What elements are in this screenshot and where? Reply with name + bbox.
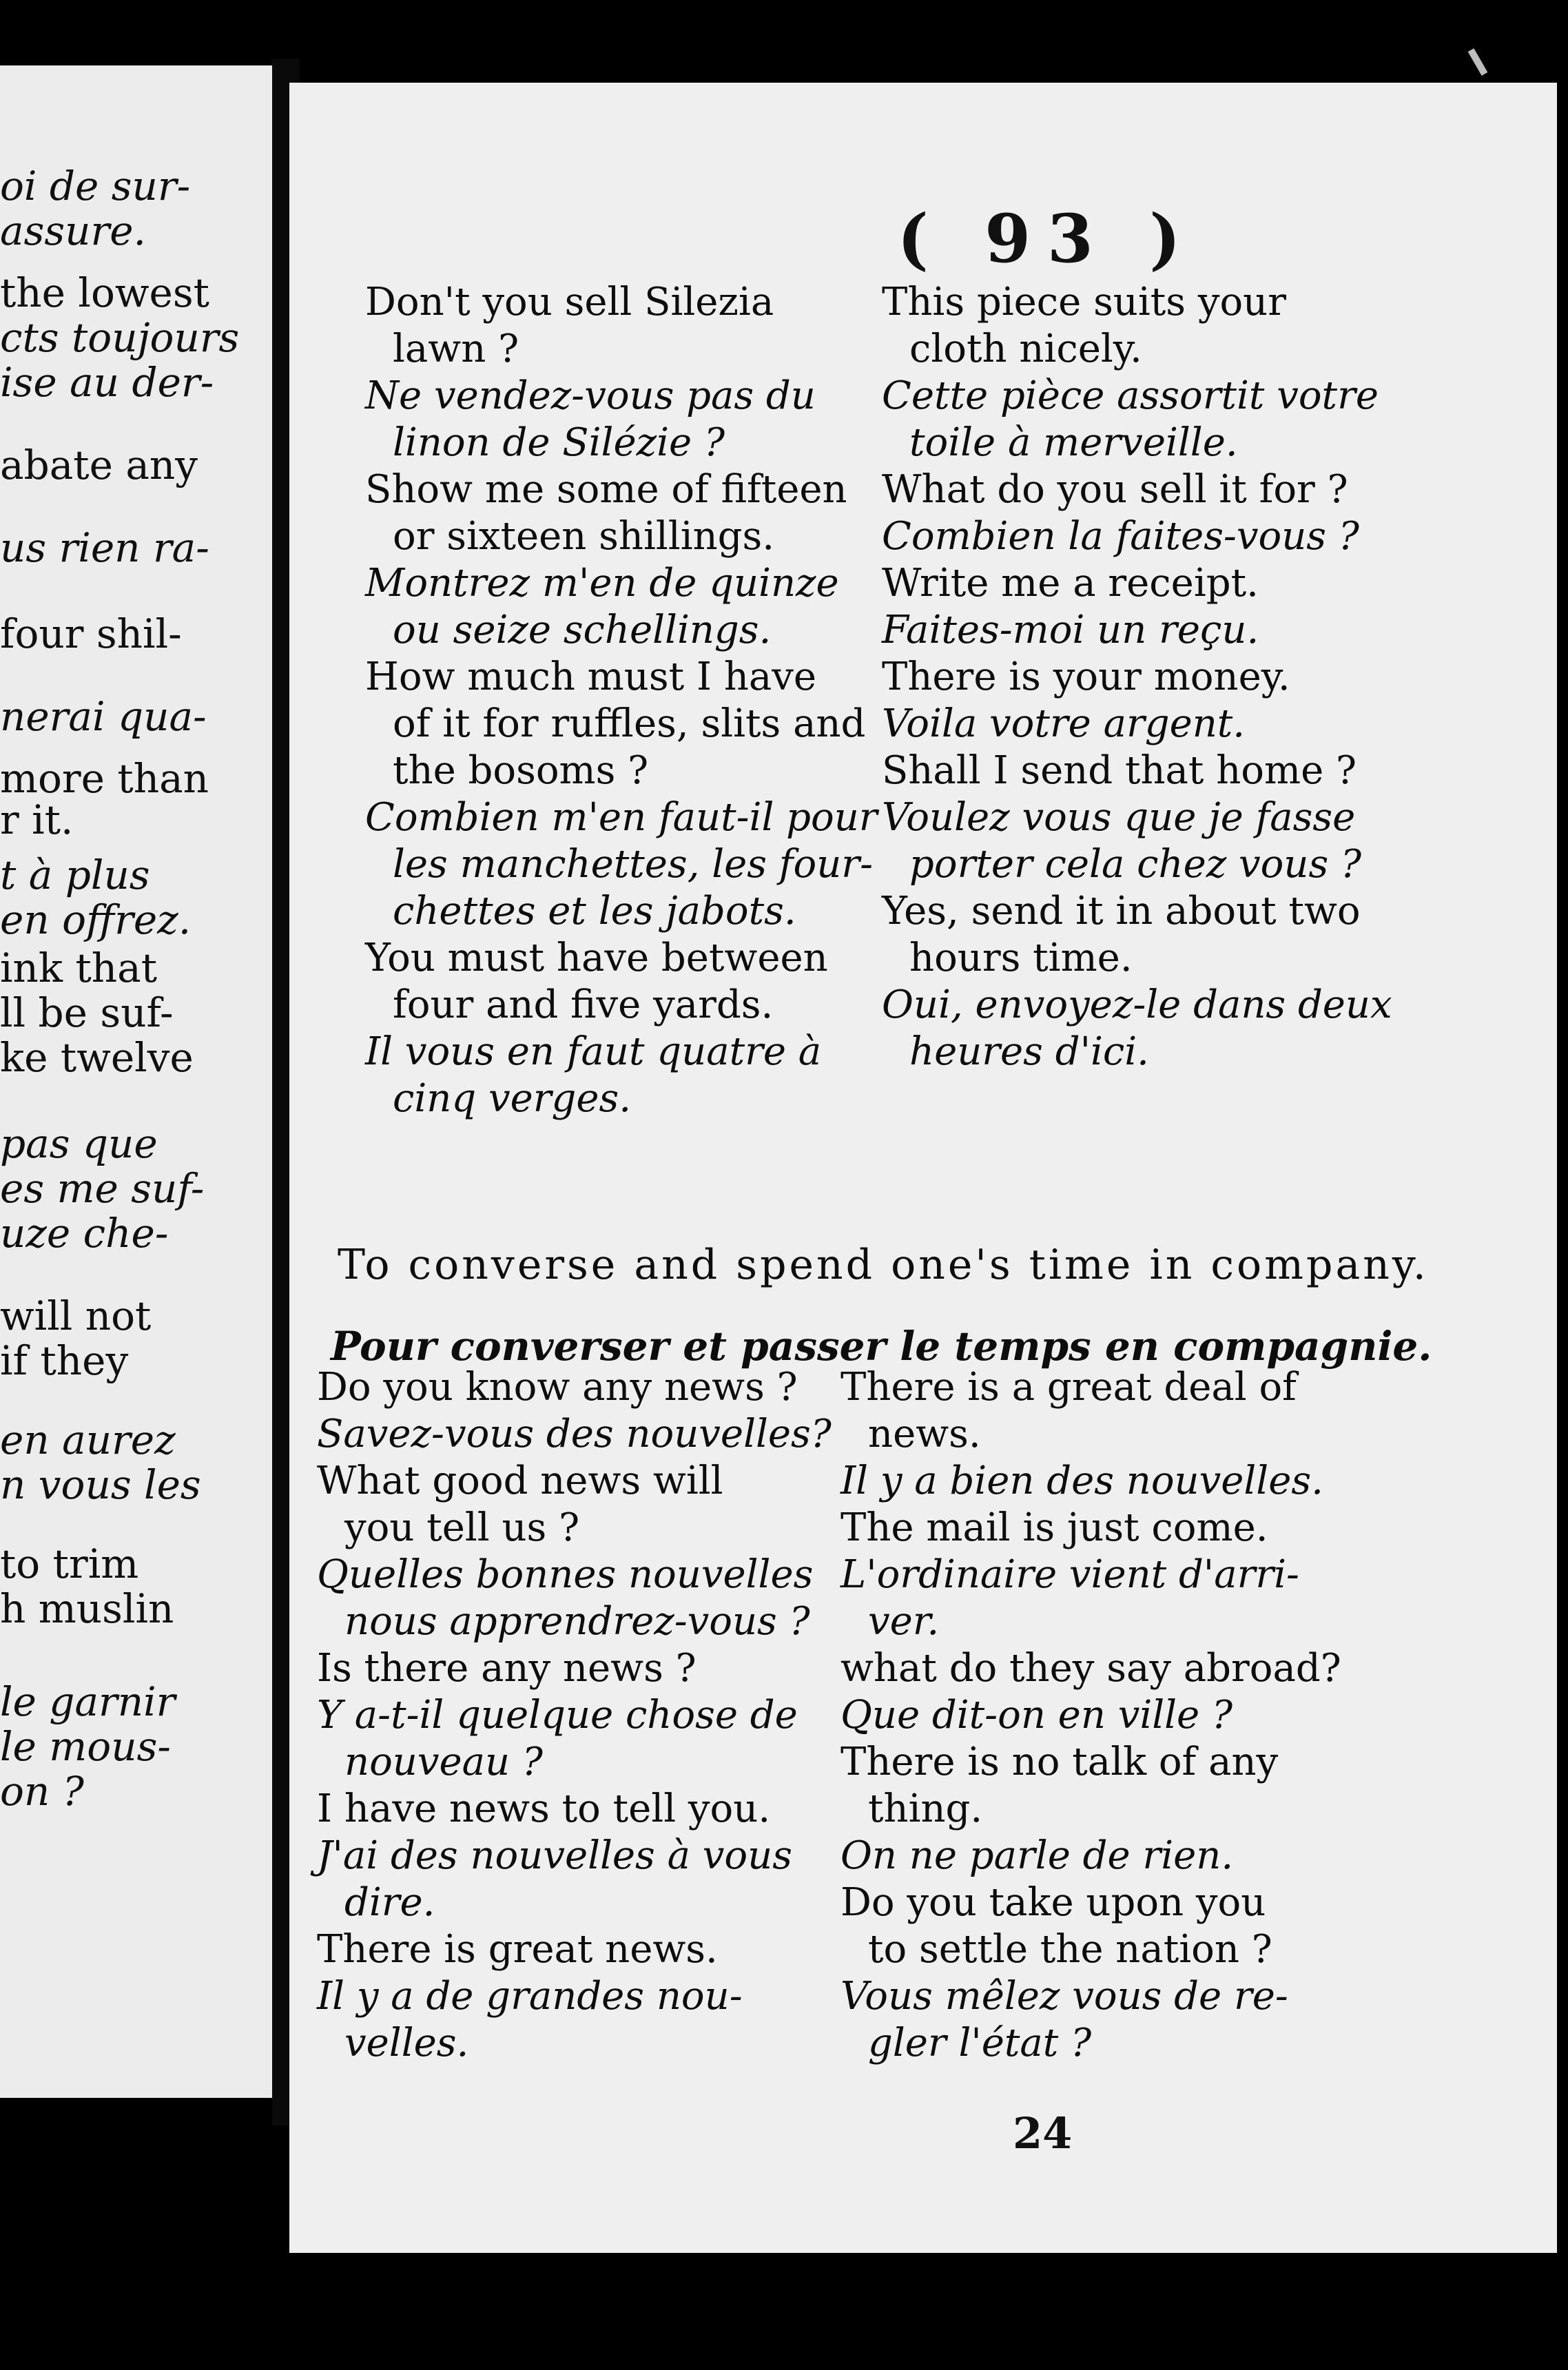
french-phrase-line: Quelles bonnes nouvelles: [317, 1552, 814, 1597]
english-phrase-line: of it for ruffles, slits and: [393, 701, 866, 746]
english-phrase-line: You must have between: [365, 936, 828, 980]
facing-page-line: us rien ra-: [0, 524, 209, 571]
english-phrase-line: There is a great deal of: [840, 1365, 1297, 1410]
section-heading-french: Pour converser et passer le temps en compagnie.: [331, 1323, 1432, 1370]
facing-page-line: assure.: [0, 207, 146, 254]
facing-page-line: the lowest: [0, 269, 209, 316]
french-phrase-line: Il vous en faut quatre à: [365, 1029, 822, 1074]
english-phrase-line: Shall I send that home ?: [882, 748, 1357, 793]
facing-page-line: on ?: [0, 1768, 84, 1815]
facing-page-line: en aurez: [0, 1416, 176, 1463]
english-phrase-line: There is your money.: [882, 655, 1290, 699]
facing-page-line: ll be suf-: [0, 989, 174, 1036]
facing-page-line: four shil-: [0, 610, 182, 657]
french-phrase-line: Oui, envoyez-le dans deux: [882, 982, 1392, 1027]
french-phrase-line: L'ordinaire vient d'arri-: [840, 1552, 1299, 1597]
french-phrase-line: On ne parle de rien.: [840, 1833, 1234, 1878]
french-phrase-line: heures d'ici.: [909, 1029, 1149, 1074]
english-phrase-line: Do you know any news ?: [317, 1365, 798, 1410]
french-phrase-line: nouveau ?: [344, 1740, 543, 1784]
english-phrase-line: to settle the nation ?: [868, 1927, 1272, 1972]
english-phrase-line: Is there any news ?: [317, 1646, 697, 1691]
signature-mark: 24: [1013, 2108, 1073, 2158]
english-phrase-line: lawn ?: [393, 327, 519, 371]
english-phrase-line: or sixteen shillings.: [393, 514, 775, 559]
french-phrase-line: Faites-moi un reçu.: [882, 608, 1259, 652]
facing-page-line: cts toujours: [0, 314, 240, 361]
facing-page-line: will not: [0, 1292, 152, 1339]
english-phrase-line: four and five yards.: [393, 982, 774, 1027]
facing-page-fragment: [0, 65, 272, 2098]
english-phrase-line: hours time.: [909, 936, 1133, 980]
english-phrase-line: Yes, send it in about two: [882, 889, 1361, 934]
facing-page-line: ke twelve: [0, 1034, 194, 1081]
english-phrase-line: thing.: [868, 1786, 983, 1831]
french-phrase-line: gler l'état ?: [868, 2021, 1092, 2065]
english-phrase-line: cloth nicely.: [909, 327, 1142, 371]
english-phrase-line: What good news will: [317, 1459, 723, 1503]
french-phrase-line: linon de Silézie ?: [393, 420, 725, 465]
facing-page-line: uze che-: [0, 1210, 169, 1257]
english-phrase-line: what do they say abroad?: [840, 1646, 1341, 1691]
page-number: ( 93 ): [897, 200, 1197, 278]
facing-page-line: t à plus: [0, 852, 150, 898]
facing-page-line: es me suf-: [0, 1165, 205, 1212]
facing-page-line: to trim: [0, 1540, 139, 1587]
facing-page-line: r it.: [0, 796, 74, 843]
french-phrase-line: cinq verges.: [393, 1076, 632, 1121]
english-phrase-line: Write me a receipt.: [882, 561, 1259, 606]
facing-page-line: nerai qua-: [0, 693, 207, 740]
french-phrase-line: porter cela chez vous ?: [909, 842, 1362, 887]
facing-page-line: ise au der-: [0, 359, 214, 406]
english-phrase-line: the bosoms ?: [393, 748, 649, 793]
french-phrase-line: Il y a de grandes nou-: [317, 1974, 743, 2019]
french-phrase-line: Ne vendez-vous pas du: [365, 373, 816, 418]
french-phrase-line: Que dit-on en ville ?: [840, 1693, 1233, 1738]
french-phrase-line: Voila votre argent.: [882, 701, 1246, 746]
french-phrase-line: Montrez m'en de quinze: [365, 561, 839, 606]
english-phrase-line: There is no talk of any: [840, 1740, 1279, 1784]
column-left-bottom: [317, 1364, 854, 2067]
french-phrase-line: J'ai des nouvelles à vous: [317, 1833, 792, 1878]
english-phrase-line: This piece suits your: [882, 280, 1287, 324]
book-page: [289, 83, 1557, 2253]
scan-artifact: [1468, 48, 1488, 76]
french-phrase-line: Vous mêlez vous de re-: [840, 1974, 1288, 2019]
french-phrase-line: Il y a bien des nouvelles.: [840, 1459, 1323, 1503]
french-phrase-line: Savez-vous des nouvelles?: [317, 1412, 832, 1456]
facing-page-line: n vous les: [0, 1461, 201, 1508]
english-phrase-line: Show me some of fifteen: [365, 467, 847, 512]
french-phrase-line: nous apprendrez-vous ?: [344, 1599, 810, 1644]
english-phrase-line: Don't you sell Silezia: [365, 280, 774, 324]
column-right-top: [882, 279, 1405, 1075]
facing-page-line: pas que: [0, 1120, 158, 1167]
facing-page-line: more than: [0, 755, 209, 802]
french-phrase-line: toile à merveille.: [909, 420, 1238, 465]
french-phrase-line: ou seize schellings.: [393, 608, 772, 652]
french-phrase-line: Combien m'en faut-il pour: [365, 795, 878, 840]
column-left-top: [365, 279, 889, 1122]
english-phrase-line: news.: [868, 1412, 981, 1456]
french-phrase-line: Voulez vous que je fasse: [882, 795, 1356, 840]
english-phrase-line: What do you sell it for ?: [882, 467, 1348, 512]
facing-page-line: abate any: [0, 442, 198, 488]
column-right-bottom: [840, 1364, 1392, 2067]
facing-page-line: oi de sur-: [0, 163, 191, 209]
facing-page-line: en offrez.: [0, 896, 192, 943]
english-phrase-line: I have news to tell you.: [317, 1786, 771, 1831]
facing-page-line: le garnir: [0, 1678, 176, 1725]
french-phrase-line: les manchettes, les four-: [393, 842, 873, 887]
facing-page-line: le mous-: [0, 1723, 171, 1770]
french-phrase-line: chettes et les jabots.: [393, 889, 796, 934]
french-phrase-line: Combien la faites-vous ?: [882, 514, 1359, 559]
facing-page-line: h muslin: [0, 1585, 174, 1632]
french-phrase-line: dire.: [344, 1880, 435, 1925]
french-phrase-line: Cette pièce assortit votre: [882, 373, 1379, 418]
english-phrase-line: There is great news.: [317, 1927, 718, 1972]
french-phrase-line: Y a-t-il quelque chose de: [317, 1693, 798, 1738]
facing-page-line: if they: [0, 1337, 129, 1384]
english-phrase-line: you tell us ?: [344, 1505, 580, 1550]
facing-page-line: ink that: [0, 945, 158, 991]
french-phrase-line: velles.: [344, 2021, 469, 2065]
english-phrase-line: The mail is just come.: [840, 1505, 1268, 1550]
section-heading-english: To converse and spend one's time in company.: [338, 1241, 1429, 1289]
english-phrase-line: How much must I have: [365, 655, 817, 699]
french-phrase-line: ver.: [868, 1599, 940, 1644]
english-phrase-line: Do you take upon you: [840, 1880, 1266, 1925]
